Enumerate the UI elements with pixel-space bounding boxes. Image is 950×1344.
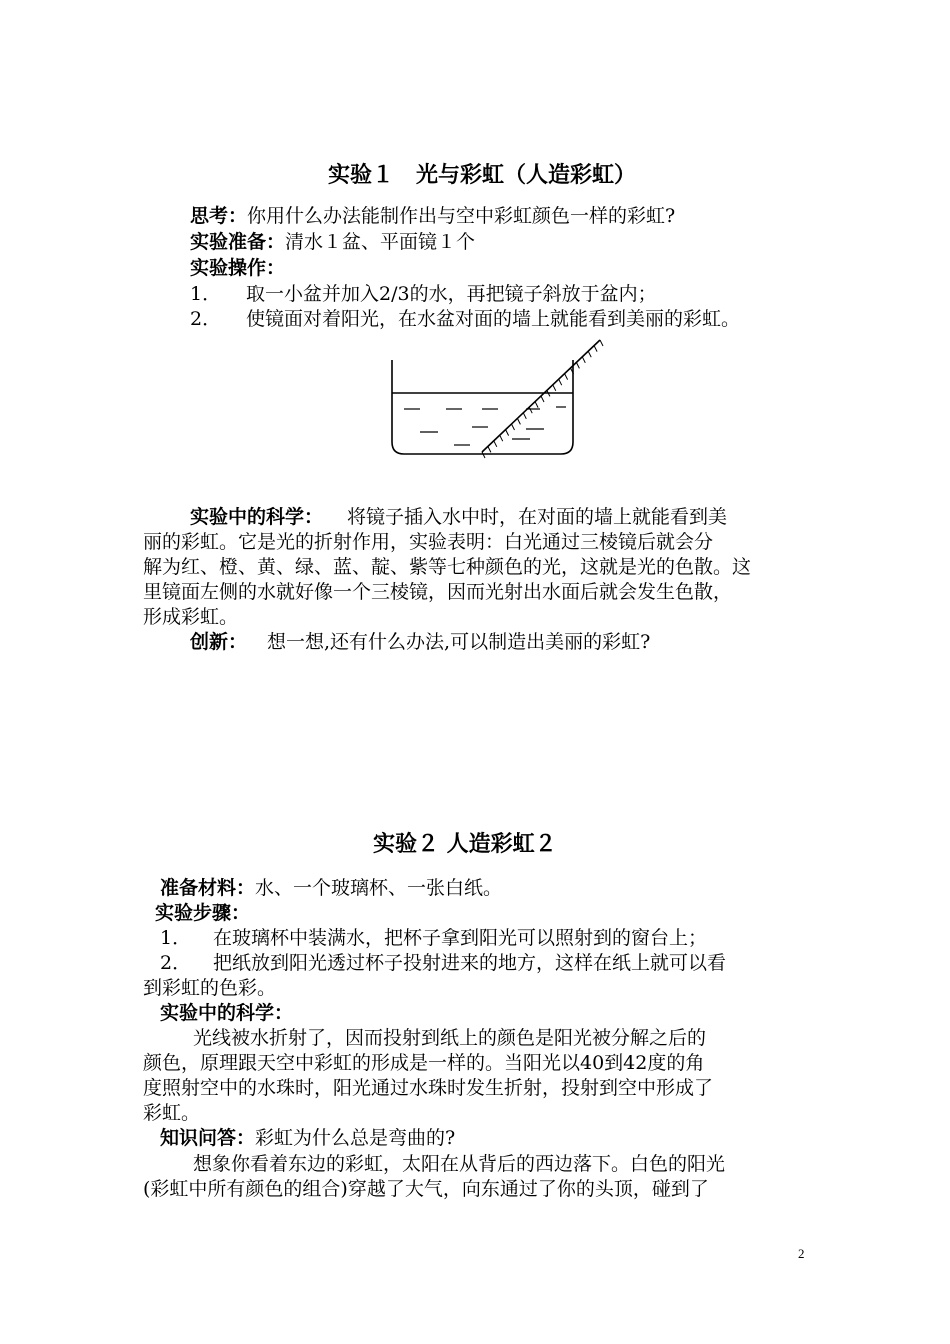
exp2-materials xyxy=(160,876,502,900)
sci-label: 实验中的科学： xyxy=(190,506,324,528)
mirror-hatch-tick xyxy=(494,441,497,447)
materials-text: 水、一个玻璃杯、一张白纸。 xyxy=(255,877,503,899)
exp1-step2-num: 2． xyxy=(190,308,222,330)
exp2-qa xyxy=(160,1126,455,1150)
exp2-sci-line1: 光线被水折射了，因而投射到纸上的颜色是阳光被分解之后的 xyxy=(193,1027,707,1049)
mirror-hatch-tick xyxy=(594,346,597,352)
mirror-hatch-tick xyxy=(541,396,544,402)
exp2-step1-num: 1． xyxy=(160,927,192,949)
mirror-hatch-tick xyxy=(482,452,485,458)
exp2-step2-num: 2． xyxy=(160,952,192,974)
basin-outline xyxy=(392,360,573,454)
qa-label: 知识问答： xyxy=(160,1127,256,1149)
exp1-sci-line4: 里镜面左侧的水就好像一个三棱镜，因而光射出水面后就会发生色散， xyxy=(143,581,733,603)
exp1-prep xyxy=(190,230,475,254)
exp1-sci-line1 xyxy=(190,505,727,529)
mirror-hatch-tick xyxy=(517,418,520,424)
exp2-title: 实验２ 人造彩虹２ xyxy=(373,832,557,857)
exp2-step2-cont: 到彩虹的色彩。 xyxy=(143,977,277,999)
prep-label: 实验准备： xyxy=(190,231,286,253)
think-label: 思考： xyxy=(190,205,248,227)
exp2-sci-line4: 彩虹。 xyxy=(143,1102,201,1124)
exp1-sci-line2: 丽的彩虹。它是光的折射作用，实验表明：白光通过三棱镜后就会分 xyxy=(143,531,714,553)
mirror-hatch-tick xyxy=(488,446,491,452)
exp1-sci-line3: 解为红、橙、黄、绿、蓝、靛、紫等七种颜色的光，这就是光的色散。这 xyxy=(143,556,752,578)
mirror-hatch-tick xyxy=(559,379,562,385)
innovation-label: 创新： xyxy=(190,631,248,653)
mirror-hatch-tick xyxy=(529,407,532,413)
mirror-hatch-tick xyxy=(523,413,526,419)
exp1-step1-text: 取一小盆并加入2/3的水，再把镜子斜放于盆内； xyxy=(246,283,657,305)
water-marks xyxy=(404,407,566,445)
exp2-qa-line1: 想象你看着东边的彩虹，太阳在从背后的西边落下。白色的阳光 xyxy=(193,1153,726,1175)
qa-text: 彩虹为什么总是弯曲的? xyxy=(255,1127,456,1149)
innovation-text: 想一想,还有什么办法,可以制造出美丽的彩虹? xyxy=(267,631,651,653)
mirror-hatching xyxy=(482,340,603,458)
mirror-hatch-tick xyxy=(553,385,556,391)
think-text: 你用什么办法能制作出与空中彩虹颜色一样的彩虹? xyxy=(247,205,676,227)
exp1-sci-line5: 形成彩虹。 xyxy=(143,606,239,628)
exp2-qa-line2: (彩虹中所有颜色的组合)穿越了大气，向东通过了你的头顶，碰到了 xyxy=(143,1178,709,1200)
mirror-hatch-tick xyxy=(535,402,538,408)
sci-text: 将镜子插入水中时，在对面的墙上就能看到美 xyxy=(347,506,728,528)
prep-text: 清水１盆、平面镜１个 xyxy=(285,231,476,253)
materials-label: 准备材料： xyxy=(160,877,256,899)
exp2-sci-label: 实验中的科学： xyxy=(160,1002,294,1024)
exp2-step2-text: 把纸放到阳光透过杯子投射进来的地方，这样在纸上就可以看 xyxy=(213,952,727,974)
mirror-hatch-tick xyxy=(576,362,579,368)
mirror-hatch-tick xyxy=(600,340,603,346)
page-number: 2 xyxy=(798,1246,805,1261)
exp1-title: 实验１ 光与彩虹（人造彩虹） xyxy=(328,163,637,188)
exp2-sci-line2: 颜色，原理跟天空中彩虹的形成是一样的。当阳光以40到42度的角 xyxy=(143,1052,705,1074)
exp2-step1-text: 在玻璃杯中装满水，把杯子拿到阳光可以照射到的窗台上； xyxy=(213,927,708,949)
exp2-steps-label: 实验步骤： xyxy=(155,902,251,924)
exp1-think xyxy=(190,204,675,228)
exp1-innovation xyxy=(190,630,650,654)
exp1-step1-num: 1． xyxy=(190,283,222,305)
mirror-hatch-tick xyxy=(512,424,515,430)
mirror-hatch-tick xyxy=(500,435,503,441)
mirror-hatch-tick xyxy=(506,430,509,436)
exp1-step2-text: 使镜面对着阳光，在水盆对面的墙上就能看到美丽的彩虹。 xyxy=(246,308,741,330)
mirror-hatch-tick xyxy=(582,357,585,363)
mirror-hatch-tick xyxy=(588,351,591,357)
exp1-ops-label: 实验操作： xyxy=(190,257,286,279)
exp2-sci-line3: 度照射空中的水珠时，阳光通过水珠时发生折射，投射到空中形成了 xyxy=(143,1077,714,1099)
basin-mirror-diagram xyxy=(380,332,610,462)
mirror-hatch-tick xyxy=(565,374,568,380)
